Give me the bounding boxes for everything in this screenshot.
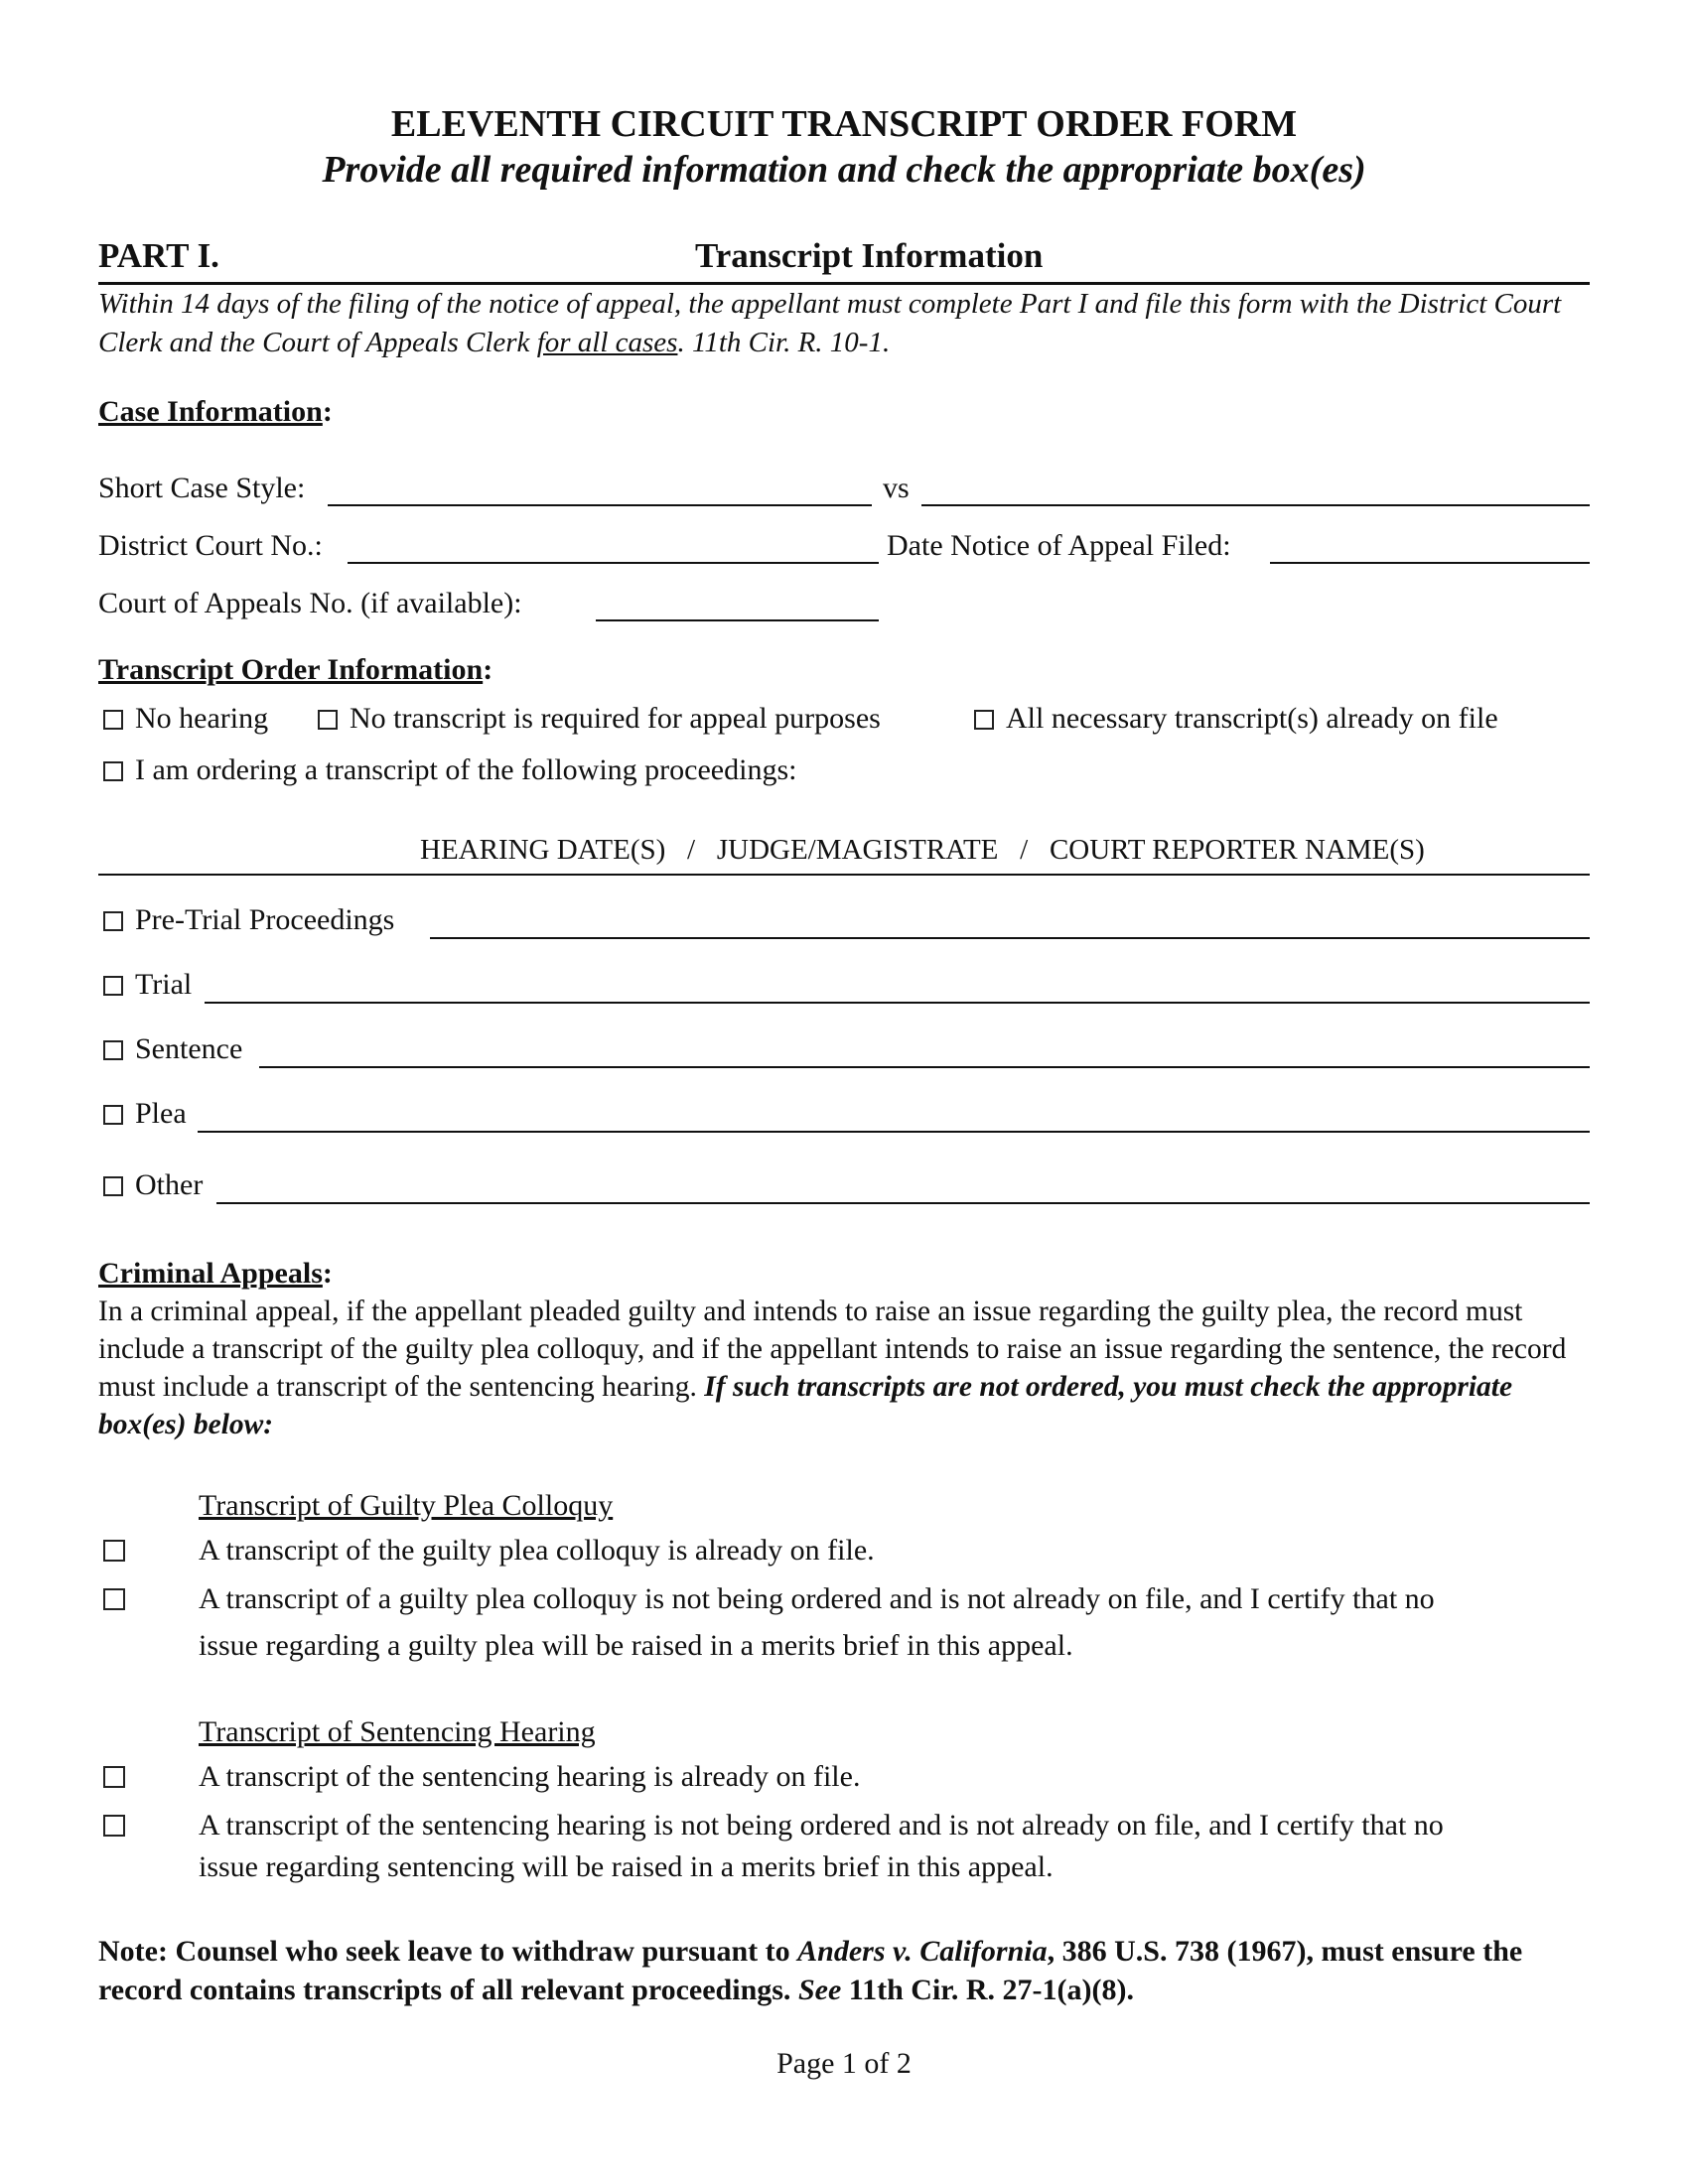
guilty-plea-subheading: Transcript of Guilty Plea Colloquy bbox=[199, 1489, 614, 1522]
guilty-not-ordered-checkbox[interactable] bbox=[103, 1588, 125, 1610]
criminal-appeals-heading: Criminal Appeals: bbox=[98, 1257, 333, 1290]
proceeding-trial-field[interactable] bbox=[205, 1002, 1590, 1004]
proceeding-pretrial-option[interactable]: Pre-Trial Proceedings bbox=[103, 903, 394, 937]
checkbox-icon[interactable] bbox=[103, 1176, 123, 1196]
page-number: Page 1 of 2 bbox=[776, 2047, 912, 2080]
date-notice-label: Date Notice of Appeal Filed: bbox=[887, 529, 1231, 562]
vs-label: vs bbox=[883, 472, 910, 504]
criminal-appeals-paragraph: In a criminal appeal, if the appellant pleaded guilty and intends to raise an issue regarding the guilty plea, the record must include a transcript of the guilty plea colloquy, and if the appellant intends to raise an issue regarding the sentence, the record must include a transcript of the sentencing hearing. If such transcripts are not ordered, you must check the appropriate box(es) below: bbox=[98, 1296, 1567, 1440]
court-of-appeals-no-label: Court of Appeals No. (if available): bbox=[98, 587, 522, 619]
proceeding-pretrial-field[interactable] bbox=[430, 937, 1590, 939]
transcript-order-heading: Transcript Order Information: bbox=[98, 653, 493, 686]
proceeding-trial-option[interactable]: Trial bbox=[103, 968, 192, 1002]
date-notice-field[interactable] bbox=[1270, 562, 1590, 564]
sentencing-on-file-checkbox[interactable] bbox=[103, 1766, 125, 1788]
guilty-on-file-checkbox[interactable] bbox=[103, 1540, 125, 1562]
form-title: ELEVENTH CIRCUIT TRANSCRIPT ORDER FORM bbox=[390, 103, 1298, 145]
proceeding-sentence-option[interactable]: Sentence bbox=[103, 1032, 242, 1066]
district-court-no-label: District Court No.: bbox=[98, 529, 323, 562]
checkbox-icon[interactable] bbox=[103, 1040, 123, 1060]
sentencing-not-ordered-text: A transcript of the sentencing hearing is not being ordered and is not already on file, and I certify that no bbox=[199, 1809, 1444, 1842]
form-subtitle: Provide all required information and check the appropriate box(es) bbox=[322, 149, 1366, 191]
proceedings-columns-header: HEARING DATE(S) / JUDGE/MAGISTRATE / COURT REPORTER NAME(S) bbox=[98, 834, 1590, 876]
sentencing-subheading: Transcript of Sentencing Hearing bbox=[199, 1715, 596, 1748]
part-title: Transcript Information bbox=[695, 236, 1044, 275]
checkbox-icon[interactable] bbox=[974, 710, 994, 730]
sentencing-not-ordered-text-cont: issue regarding sentencing will be raised in a merits brief in this appeal. bbox=[199, 1850, 1054, 1883]
for-all-cases: for all cases bbox=[536, 327, 678, 358]
checkbox-icon[interactable] bbox=[103, 710, 123, 730]
short-case-style-label: Short Case Style: bbox=[98, 472, 306, 504]
checkbox-icon[interactable] bbox=[103, 976, 123, 996]
checkbox-icon[interactable] bbox=[103, 761, 123, 781]
guilty-not-ordered-text-cont: issue regarding a guilty plea will be raised in a merits brief in this appeal. bbox=[199, 1629, 1073, 1662]
no-transcript-option[interactable]: No transcript is required for appeal purposes bbox=[318, 702, 881, 736]
no-hearing-option[interactable]: No hearing bbox=[103, 702, 268, 736]
proceeding-sentence-field[interactable] bbox=[259, 1066, 1590, 1068]
court-of-appeals-no-field[interactable] bbox=[596, 619, 879, 621]
short-case-style-field[interactable] bbox=[328, 504, 872, 506]
part-heading-row bbox=[98, 236, 1590, 285]
part-intro: Within 14 days of the filing of the notice of appeal, the appellant must complete Part I and file this form with the District Court Clerk and the Court of Appeals Clerk for all cases. 11th Cir. R. 10-1. bbox=[98, 288, 1562, 358]
all-on-file-option[interactable]: All necessary transcript(s) already on file bbox=[974, 702, 1498, 736]
anders-note: Note: Counsel who seek leave to withdraw pursuant to Anders v. California, 386 U.S. 738 (1967), must ensure the record contains transcripts of all relevant proceedings. See 11th Cir. R. 27-1(a)(8). bbox=[98, 1935, 1523, 2006]
sentencing-not-ordered-checkbox[interactable] bbox=[103, 1815, 125, 1837]
case-info-heading: Case Information: bbox=[98, 395, 333, 428]
part-label: PART I. bbox=[98, 236, 219, 275]
proceeding-plea-option[interactable]: Plea bbox=[103, 1097, 187, 1131]
guilty-on-file-text: A transcript of the guilty plea colloquy is already on file. bbox=[199, 1534, 875, 1567]
proceeding-other-option[interactable]: Other bbox=[103, 1168, 203, 1202]
proceeding-other-field[interactable] bbox=[216, 1202, 1590, 1204]
checkbox-icon[interactable] bbox=[318, 710, 338, 730]
ordering-option[interactable]: I am ordering a transcript of the following proceedings: bbox=[103, 753, 796, 787]
guilty-not-ordered-text: A transcript of a guilty plea colloquy is not being ordered and is not already on file, and I certify that no bbox=[199, 1582, 1435, 1615]
district-court-no-field[interactable] bbox=[348, 562, 879, 564]
short-case-style-opponent-field[interactable] bbox=[921, 504, 1590, 506]
checkbox-icon[interactable] bbox=[103, 1105, 123, 1125]
sentencing-on-file-text: A transcript of the sentencing hearing is already on file. bbox=[199, 1760, 861, 1793]
proceeding-plea-field[interactable] bbox=[198, 1131, 1590, 1133]
checkbox-icon[interactable] bbox=[103, 911, 123, 931]
